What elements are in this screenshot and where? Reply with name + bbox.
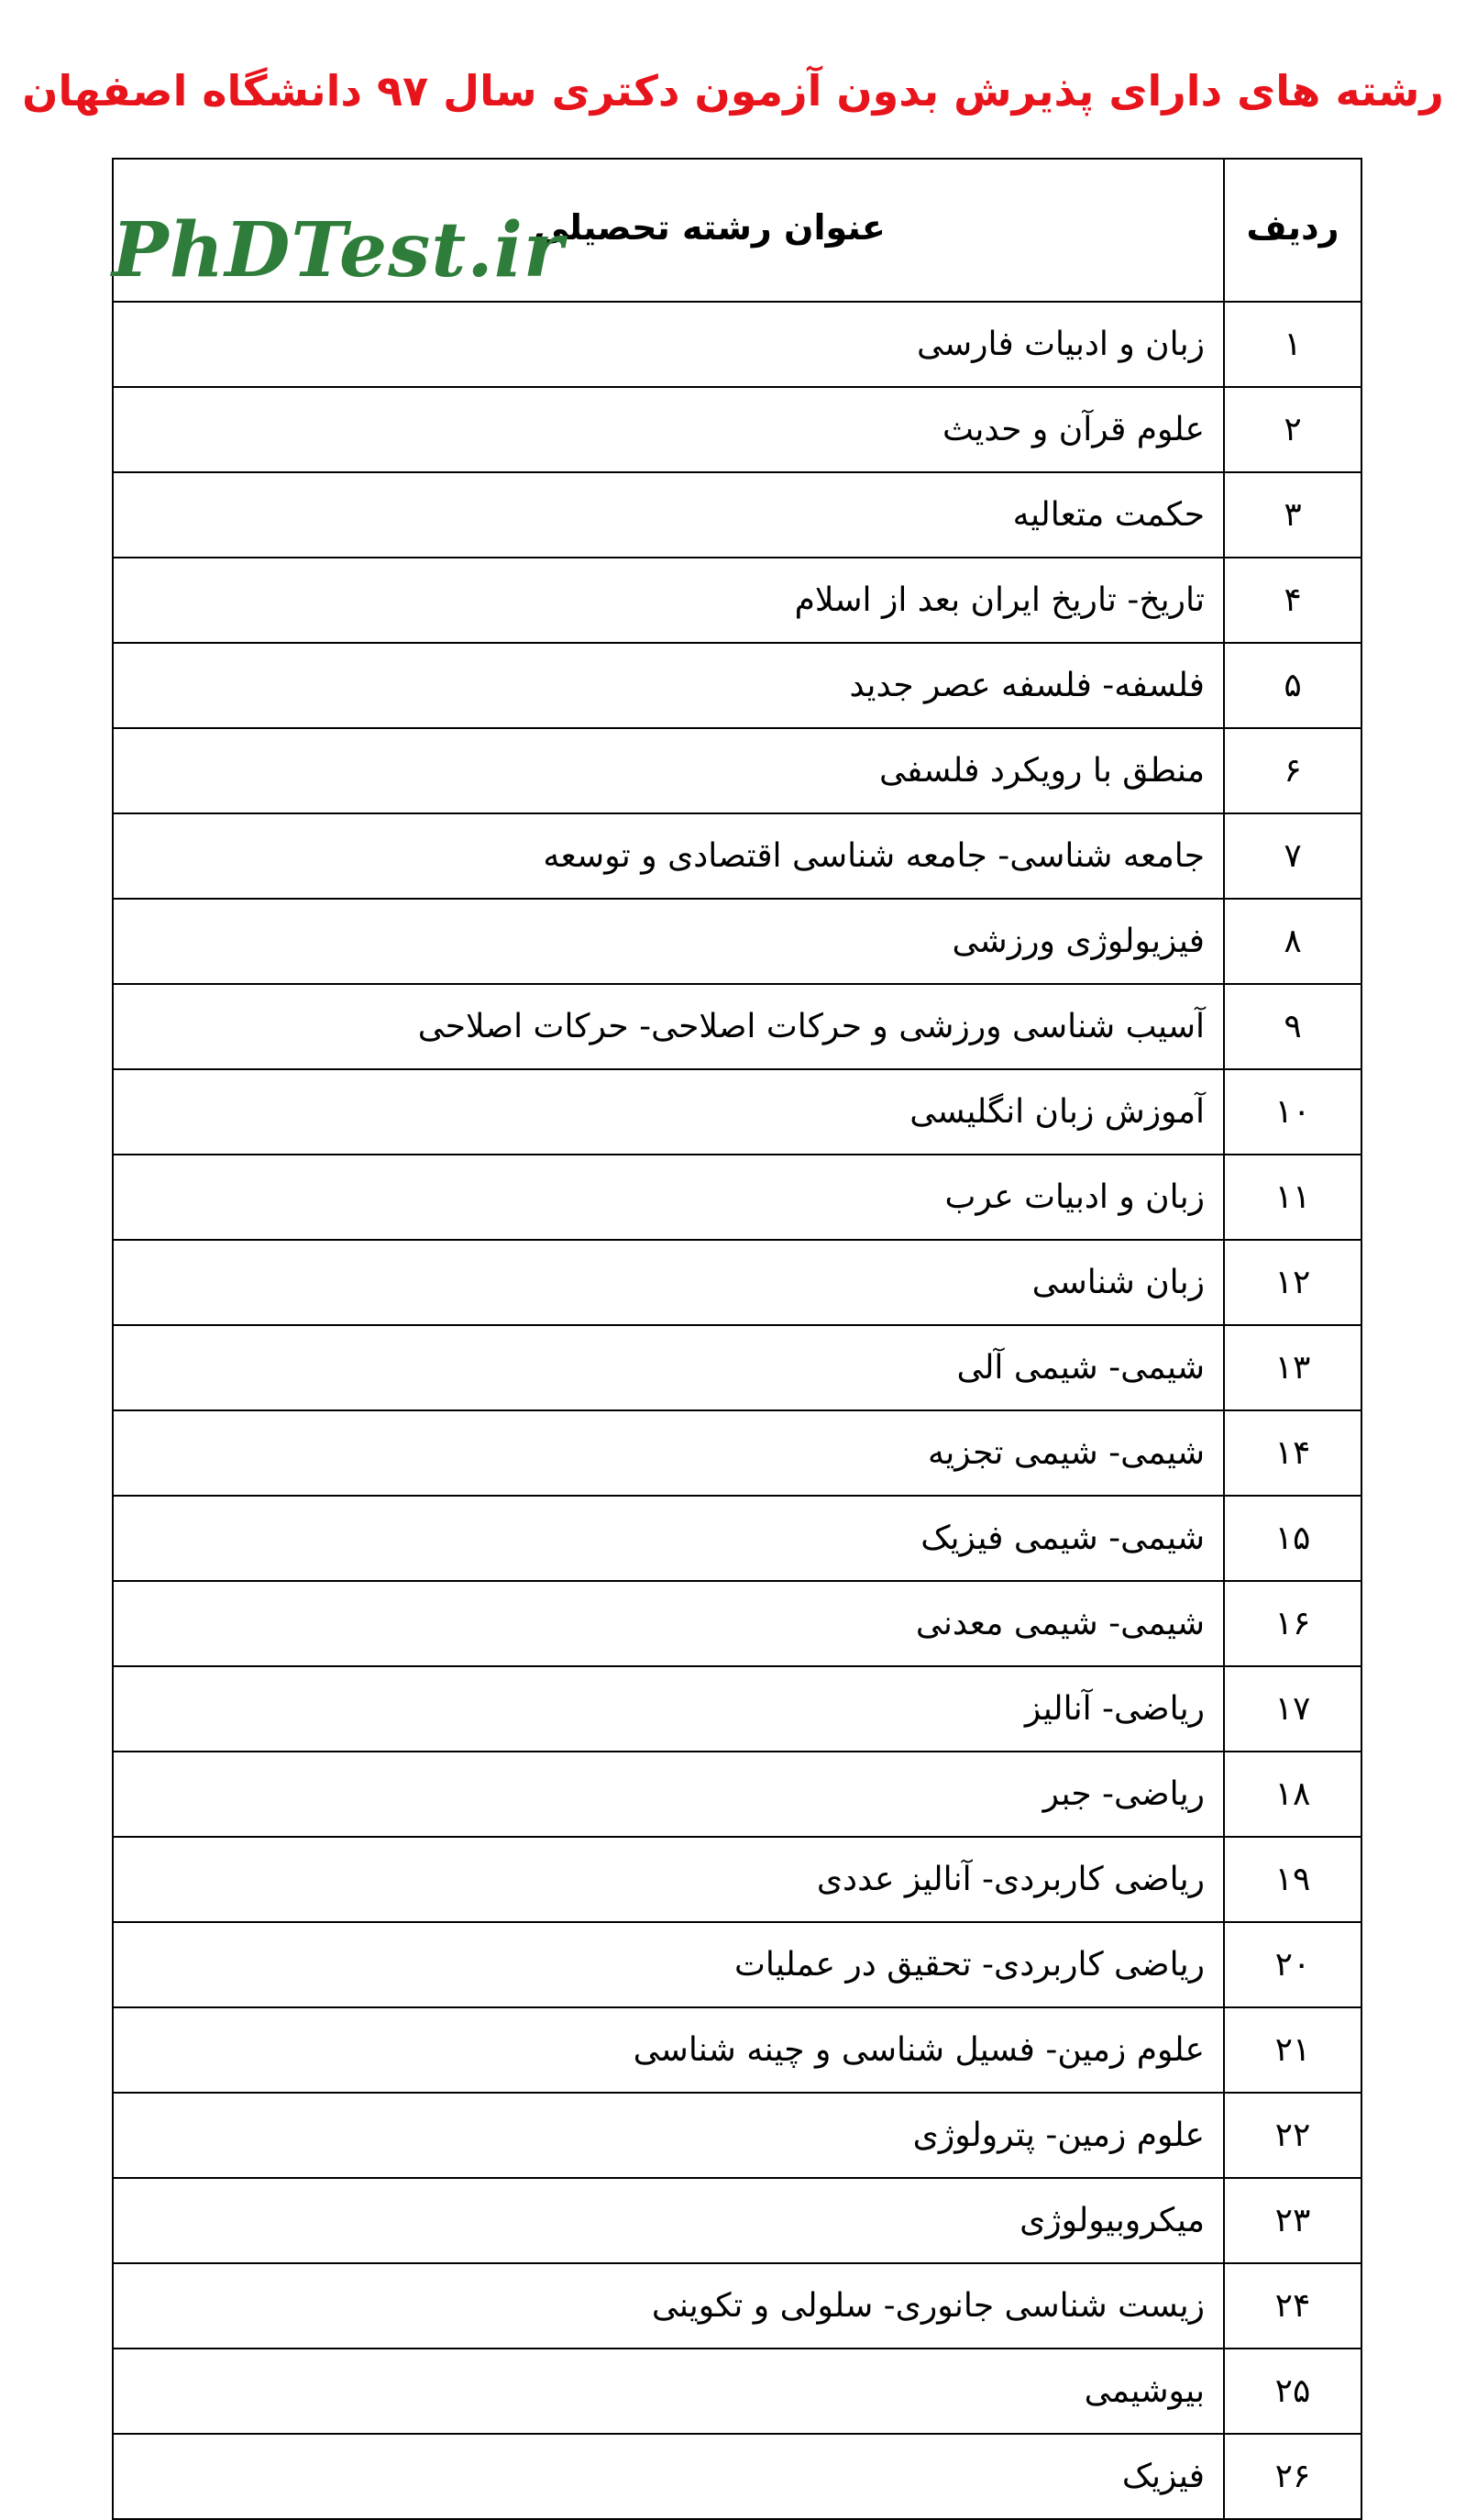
row-number: ۱۴ bbox=[1224, 1410, 1361, 1496]
field-title: شیمی- شیمی فیزیک bbox=[113, 1496, 1224, 1581]
table-row bbox=[113, 1240, 1361, 1325]
table-row bbox=[113, 1069, 1361, 1155]
field-title: میکروبیولوژی bbox=[113, 2178, 1224, 2263]
field-title: زبان و ادبیات عرب bbox=[113, 1155, 1224, 1240]
row-number: ۱ bbox=[1224, 302, 1361, 387]
field-title: منطق با رویکرد فلسفی bbox=[113, 728, 1224, 813]
table-row bbox=[113, 2178, 1361, 2263]
field-title: فلسفه- فلسفه عصر جدید bbox=[113, 643, 1224, 728]
row-number: ۱۶ bbox=[1224, 1581, 1361, 1666]
table-row bbox=[113, 1922, 1361, 2007]
row-number: ۱۱ bbox=[1224, 1155, 1361, 1240]
table-row bbox=[113, 1581, 1361, 1666]
table-row bbox=[113, 558, 1361, 643]
table-row bbox=[113, 2093, 1361, 2178]
row-number: ۱۸ bbox=[1224, 1752, 1361, 1837]
table-body bbox=[113, 302, 1361, 2519]
field-title: جامعه شناسی- جامعه شناسی اقتصادی و توسعه bbox=[113, 813, 1224, 899]
page-title: رشته های دارای پذیرش بدون آزمون دکتری سال ۹۷ دانشگاه اصفهان bbox=[22, 66, 1444, 116]
field-title: شیمی- شیمی آلی bbox=[113, 1325, 1224, 1410]
field-title: زبان شناسی bbox=[113, 1240, 1224, 1325]
row-number: ۵ bbox=[1224, 643, 1361, 728]
table-row bbox=[113, 899, 1361, 984]
row-number: ۲ bbox=[1224, 387, 1361, 472]
table-row bbox=[113, 2434, 1361, 2519]
row-number: ۲۲ bbox=[1224, 2093, 1361, 2178]
table-row bbox=[113, 1496, 1361, 1581]
field-title: علوم زمین- پترولوژی bbox=[113, 2093, 1224, 2178]
table-row bbox=[113, 1410, 1361, 1496]
row-number: ۱۷ bbox=[1224, 1666, 1361, 1752]
fields-table bbox=[112, 158, 1362, 2520]
row-number: ۱۲ bbox=[1224, 1240, 1361, 1325]
table-row bbox=[113, 1325, 1361, 1410]
field-title: ریاضی- آنالیز bbox=[113, 1666, 1224, 1752]
field-title: شیمی- شیمی معدنی bbox=[113, 1581, 1224, 1666]
table-row bbox=[113, 387, 1361, 472]
table-row bbox=[113, 2349, 1361, 2434]
field-title: علوم زمین- فسیل شناسی و چینه شناسی bbox=[113, 2007, 1224, 2093]
field-title: فیزیک bbox=[113, 2434, 1224, 2519]
table-row bbox=[113, 813, 1361, 899]
watermark-logo: PhDTest.ir bbox=[112, 206, 565, 294]
table-row bbox=[113, 302, 1361, 387]
table-header-row bbox=[113, 159, 1361, 302]
row-number: ۲۰ bbox=[1224, 1922, 1361, 2007]
row-number: ۱۹ bbox=[1224, 1837, 1361, 1922]
header-row-number: ردیف bbox=[1224, 159, 1361, 302]
field-title: آسیب شناسی ورزشی و حرکات اصلاحی- حرکات اصلاحی bbox=[113, 984, 1224, 1069]
row-number: ۱۰ bbox=[1224, 1069, 1361, 1155]
row-number: ۳ bbox=[1224, 472, 1361, 558]
row-number: ۷ bbox=[1224, 813, 1361, 899]
field-title: شیمی- شیمی تجزیه bbox=[113, 1410, 1224, 1496]
table-row bbox=[113, 1155, 1361, 1240]
row-number: ۲۱ bbox=[1224, 2007, 1361, 2093]
field-title: آموزش زبان انگلیسی bbox=[113, 1069, 1224, 1155]
row-number: ۲۴ bbox=[1224, 2263, 1361, 2349]
table-row bbox=[113, 643, 1361, 728]
field-title: ریاضی- جبر bbox=[113, 1752, 1224, 1837]
row-number: ۶ bbox=[1224, 728, 1361, 813]
row-number: ۹ bbox=[1224, 984, 1361, 1069]
row-number: ۸ bbox=[1224, 899, 1361, 984]
row-number: ۴ bbox=[1224, 558, 1361, 643]
row-number: ۲۳ bbox=[1224, 2178, 1361, 2263]
field-title: ریاضی کاربردی- تحقیق در عملیات bbox=[113, 1922, 1224, 2007]
table-row bbox=[113, 1837, 1361, 1922]
row-number: ۲۵ bbox=[1224, 2349, 1361, 2434]
row-number: ۲۶ bbox=[1224, 2434, 1361, 2519]
field-title: زیست شناسی جانوری- سلولی و تکوینی bbox=[113, 2263, 1224, 2349]
field-title: تاریخ- تاریخ ایران بعد از اسلام bbox=[113, 558, 1224, 643]
header-field-title: عنوان رشته تحصیلی bbox=[113, 159, 1224, 302]
field-title: علوم قرآن و حدیث bbox=[113, 387, 1224, 472]
field-title: فیزیولوژی ورزشی bbox=[113, 899, 1224, 984]
table-row bbox=[113, 2007, 1361, 2093]
fields-table-container bbox=[112, 158, 1361, 2520]
field-title: زبان و ادبیات فارسی bbox=[113, 302, 1224, 387]
field-title: ریاضی کاربردی- آنالیز عددی bbox=[113, 1837, 1224, 1922]
table-row bbox=[113, 472, 1361, 558]
table-row bbox=[113, 2263, 1361, 2349]
field-title: حکمت متعالیه bbox=[113, 472, 1224, 558]
table-row bbox=[113, 1666, 1361, 1752]
field-title: بیوشیمی bbox=[113, 2349, 1224, 2434]
table-row bbox=[113, 728, 1361, 813]
table-row bbox=[113, 984, 1361, 1069]
table-row bbox=[113, 1752, 1361, 1837]
row-number: ۱۵ bbox=[1224, 1496, 1361, 1581]
row-number: ۱۳ bbox=[1224, 1325, 1361, 1410]
